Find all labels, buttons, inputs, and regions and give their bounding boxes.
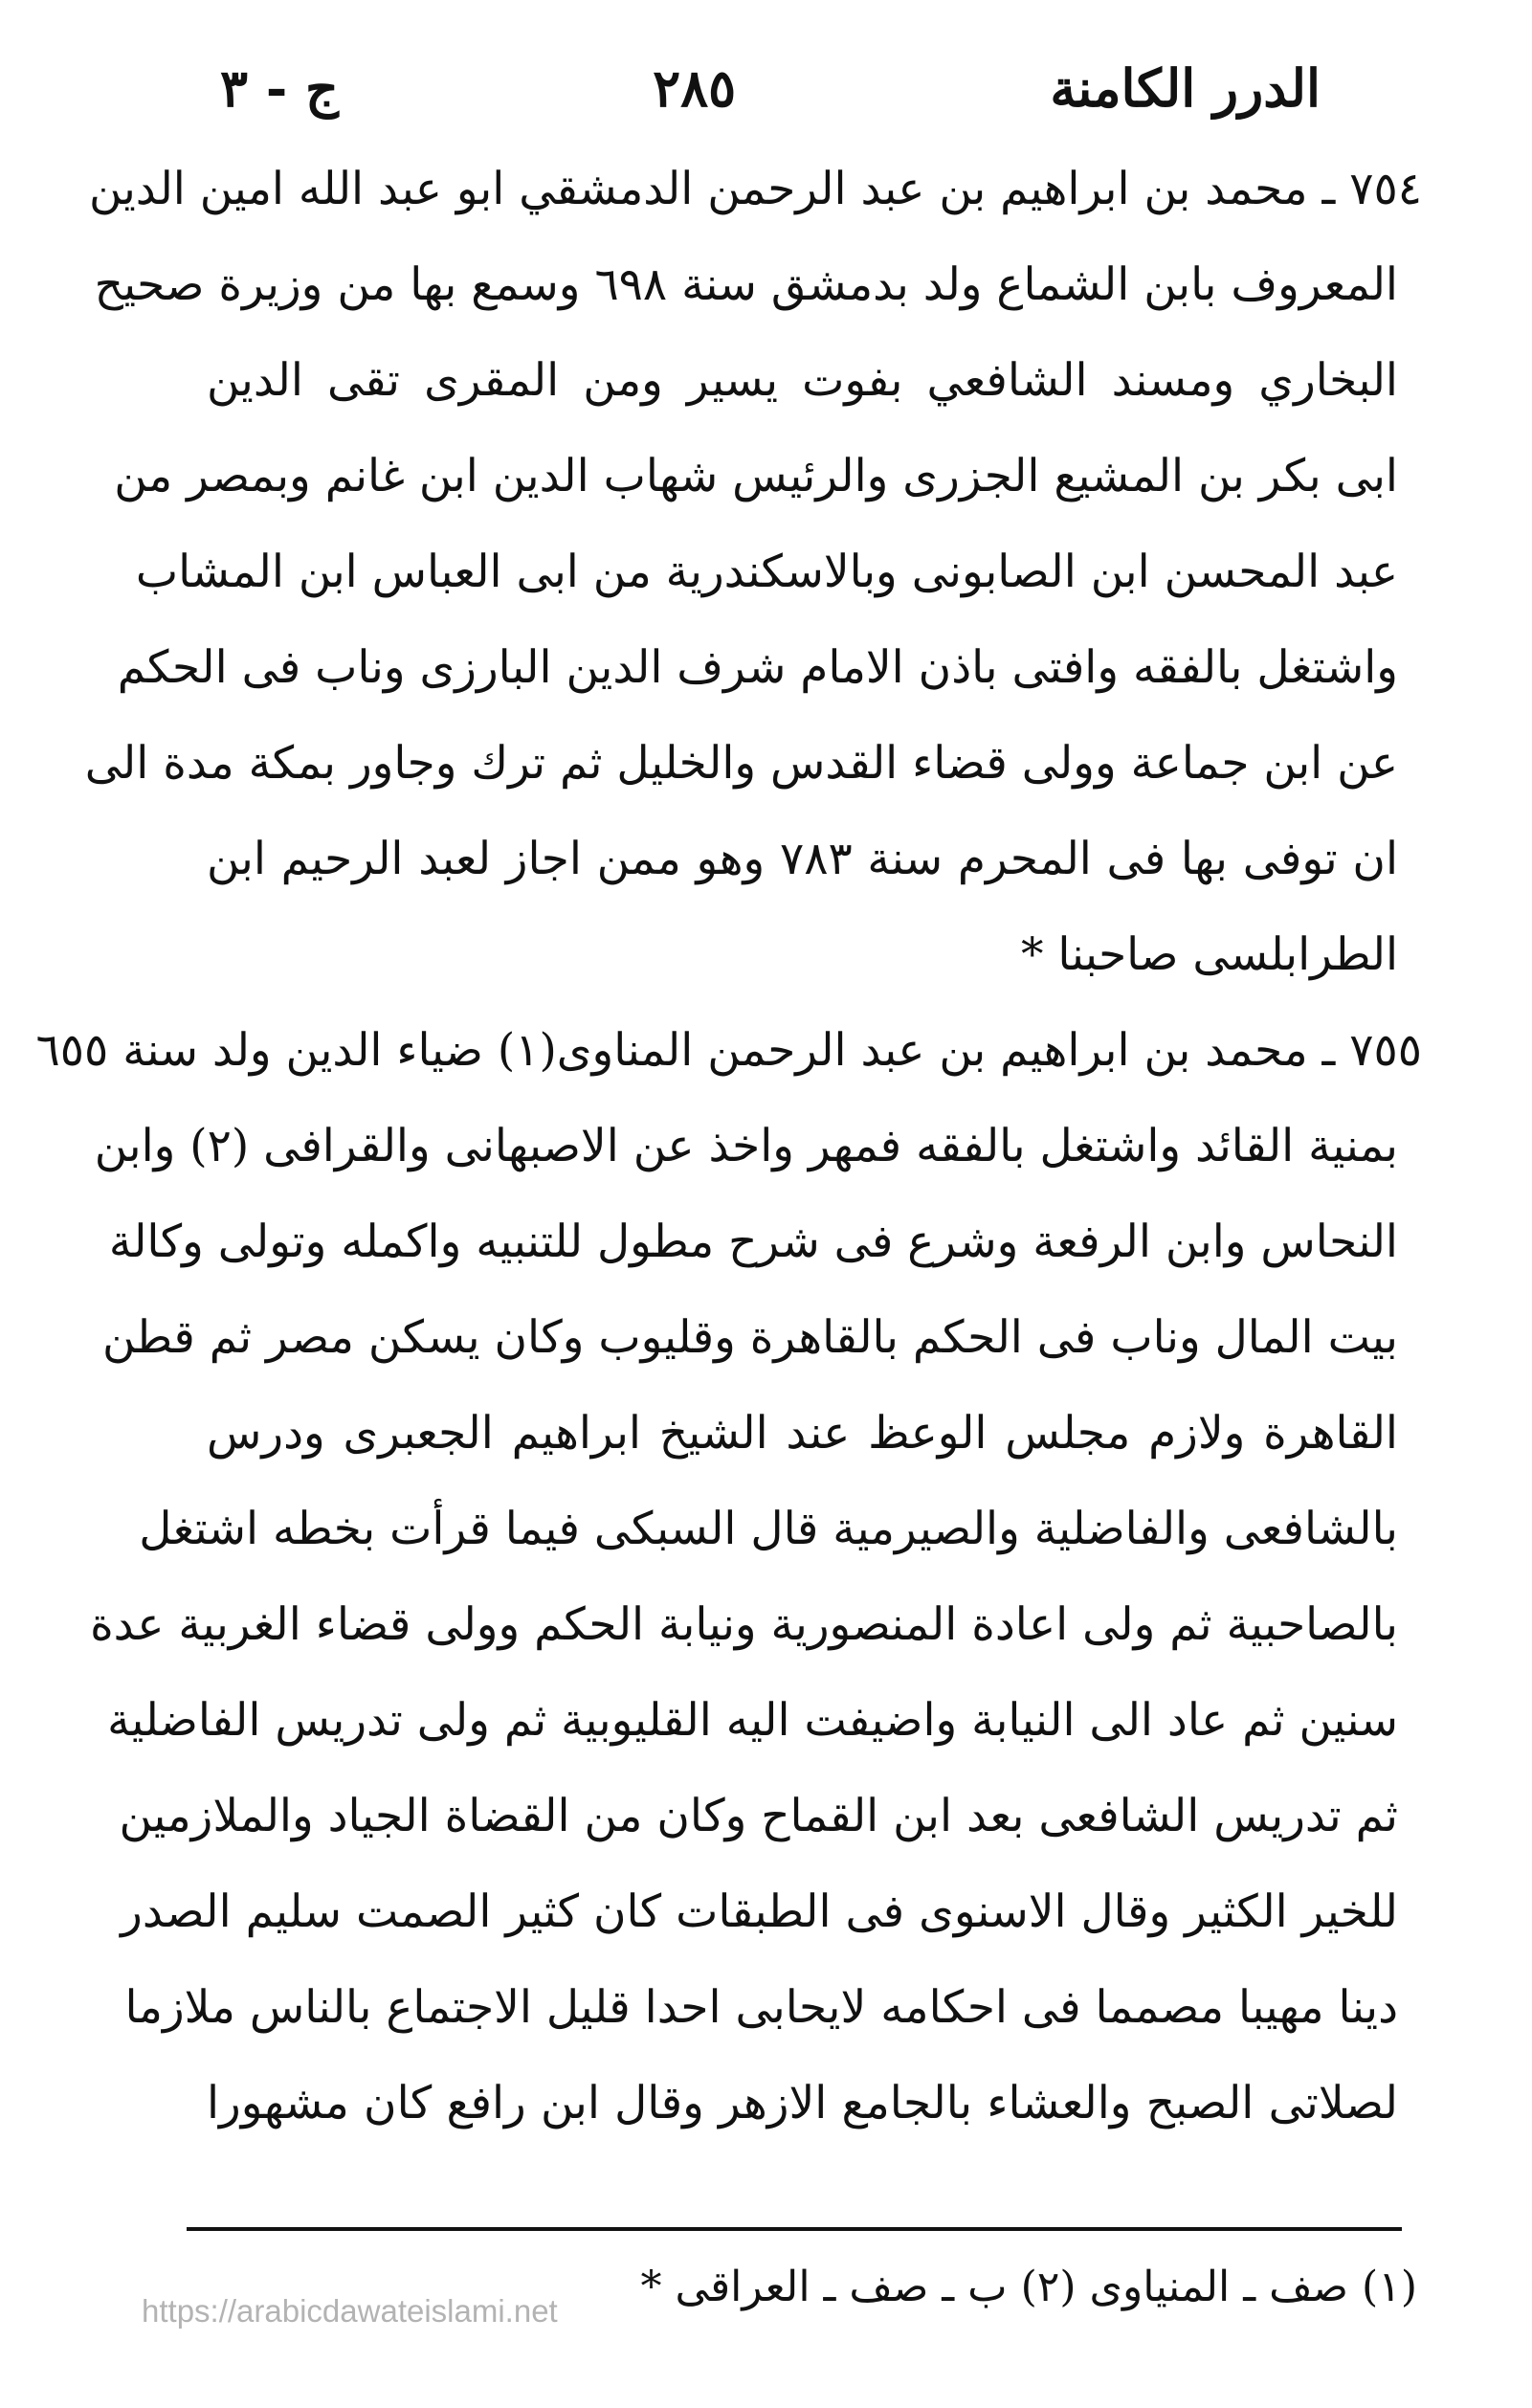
text-line: ٧٥٤ ـ محمد بن ابراهيم بن عبد الرحمن الدمشقي ابو عبد الله امين الدين: [88, 163, 1422, 215]
text-line: عبد المحسن ابن الصابونى وبالاسكندرية من ابى العباس ابن المشاب: [135, 546, 1398, 598]
text-line: لصلاتى الصبح والعشاء بالجامع الازهر وقال ابن رافع كان مشهورا: [207, 2077, 1398, 2129]
volume-label: ج - ٣: [220, 57, 339, 119]
text-line: بالشافعى والفاضلية والصيرمية قال السبكى فيما قرأت بخطه اشتغل: [139, 1503, 1398, 1555]
footnote-divider: [187, 2227, 1402, 2231]
watermark-url: https://arabicdawateislami.net: [142, 2293, 558, 2329]
text-line: بمنية القائد واشتغل بالفقه فمهر واخذ عن الاصبهانى والقرافى (٢) وابن: [94, 1120, 1398, 1172]
book-title: الدرر الكامنة: [1050, 57, 1321, 119]
text-line: القاهرة ولازم مجلس الوعظ عند الشيخ ابراهيم الجعبرى ودرس: [207, 1407, 1398, 1460]
biography-entry: [35, 1003, 1422, 2152]
text-line: النحاس وابن الرفعة وشرع فى شرح مطول للتنبيه واكمله وتولى وكالة: [108, 1215, 1398, 1268]
text-line: ٧٥٥ ـ محمد بن ابراهيم بن عبد الرحمن المناوى(١) ضياء الدين ولد سنة ٦٥٥: [35, 1024, 1422, 1077]
text-line: واشتغل بالفقه وافتى باذن الامام شرف الدين البارزى وناب فى الحكم: [117, 641, 1398, 694]
body-text: [35, 142, 1422, 2152]
biography-entry: [84, 142, 1422, 1003]
text-line: بيت المال وناب فى الحكم بالقاهرة وقليوب وكان يسكن مصر ثم قطن: [102, 1311, 1398, 1364]
text-line: دينا مهيبا مصمما فى احكامه لايحابى احدا قليل الاجتماع بالناس ملازما: [124, 1981, 1398, 2034]
text-line: عن ابن جماعة وولى قضاء القدس والخليل ثم ترك وجاور بمكة مدة الى: [84, 737, 1398, 790]
text-line: الطرابلسى صاحبنا *: [1020, 928, 1398, 981]
text-line: ثم تدريس الشافعى بعد ابن القماح وكان من القضاة الجياد والملازمين: [119, 1790, 1398, 1842]
page-number: ٢٨٥: [653, 57, 737, 119]
text-line: البخاري ومسند الشافعي بفوت يسير ومن المقرى تقى الدين: [207, 354, 1398, 407]
text-line: للخير الكثير وقال الاسنوى فى الطبقات كان كثير الصمت سليم الصدر: [121, 1885, 1398, 1938]
text-line: بالصاحبية ثم ولى اعادة المنصورية ونيابة الحكم وولى قضاء الغربية عدة: [90, 1598, 1398, 1651]
text-line: سنين ثم عاد الى النيابة واضيفت اليه القليوبية ثم ولى تدريس الفاضلية: [107, 1694, 1398, 1747]
text-line: ابى بكر بن المشيع الجزرى والرئيس شهاب الدين ابن غانم وبمصر من: [114, 450, 1398, 502]
text-line: المعروف بابن الشماع ولد بدمشق سنة ٦٩٨ وسمع بها من وزيرة صحيح: [94, 258, 1398, 311]
page-header: [220, 50, 1321, 126]
footnote: (١) صف ـ المنياوى (٢) ب ـ صف ـ العراقى *: [640, 2263, 1417, 2311]
text-line: ان توفى بها فى المحرم سنة ٧٨٣ وهو ممن اجاز لعبد الرحيم ابن: [207, 833, 1398, 885]
